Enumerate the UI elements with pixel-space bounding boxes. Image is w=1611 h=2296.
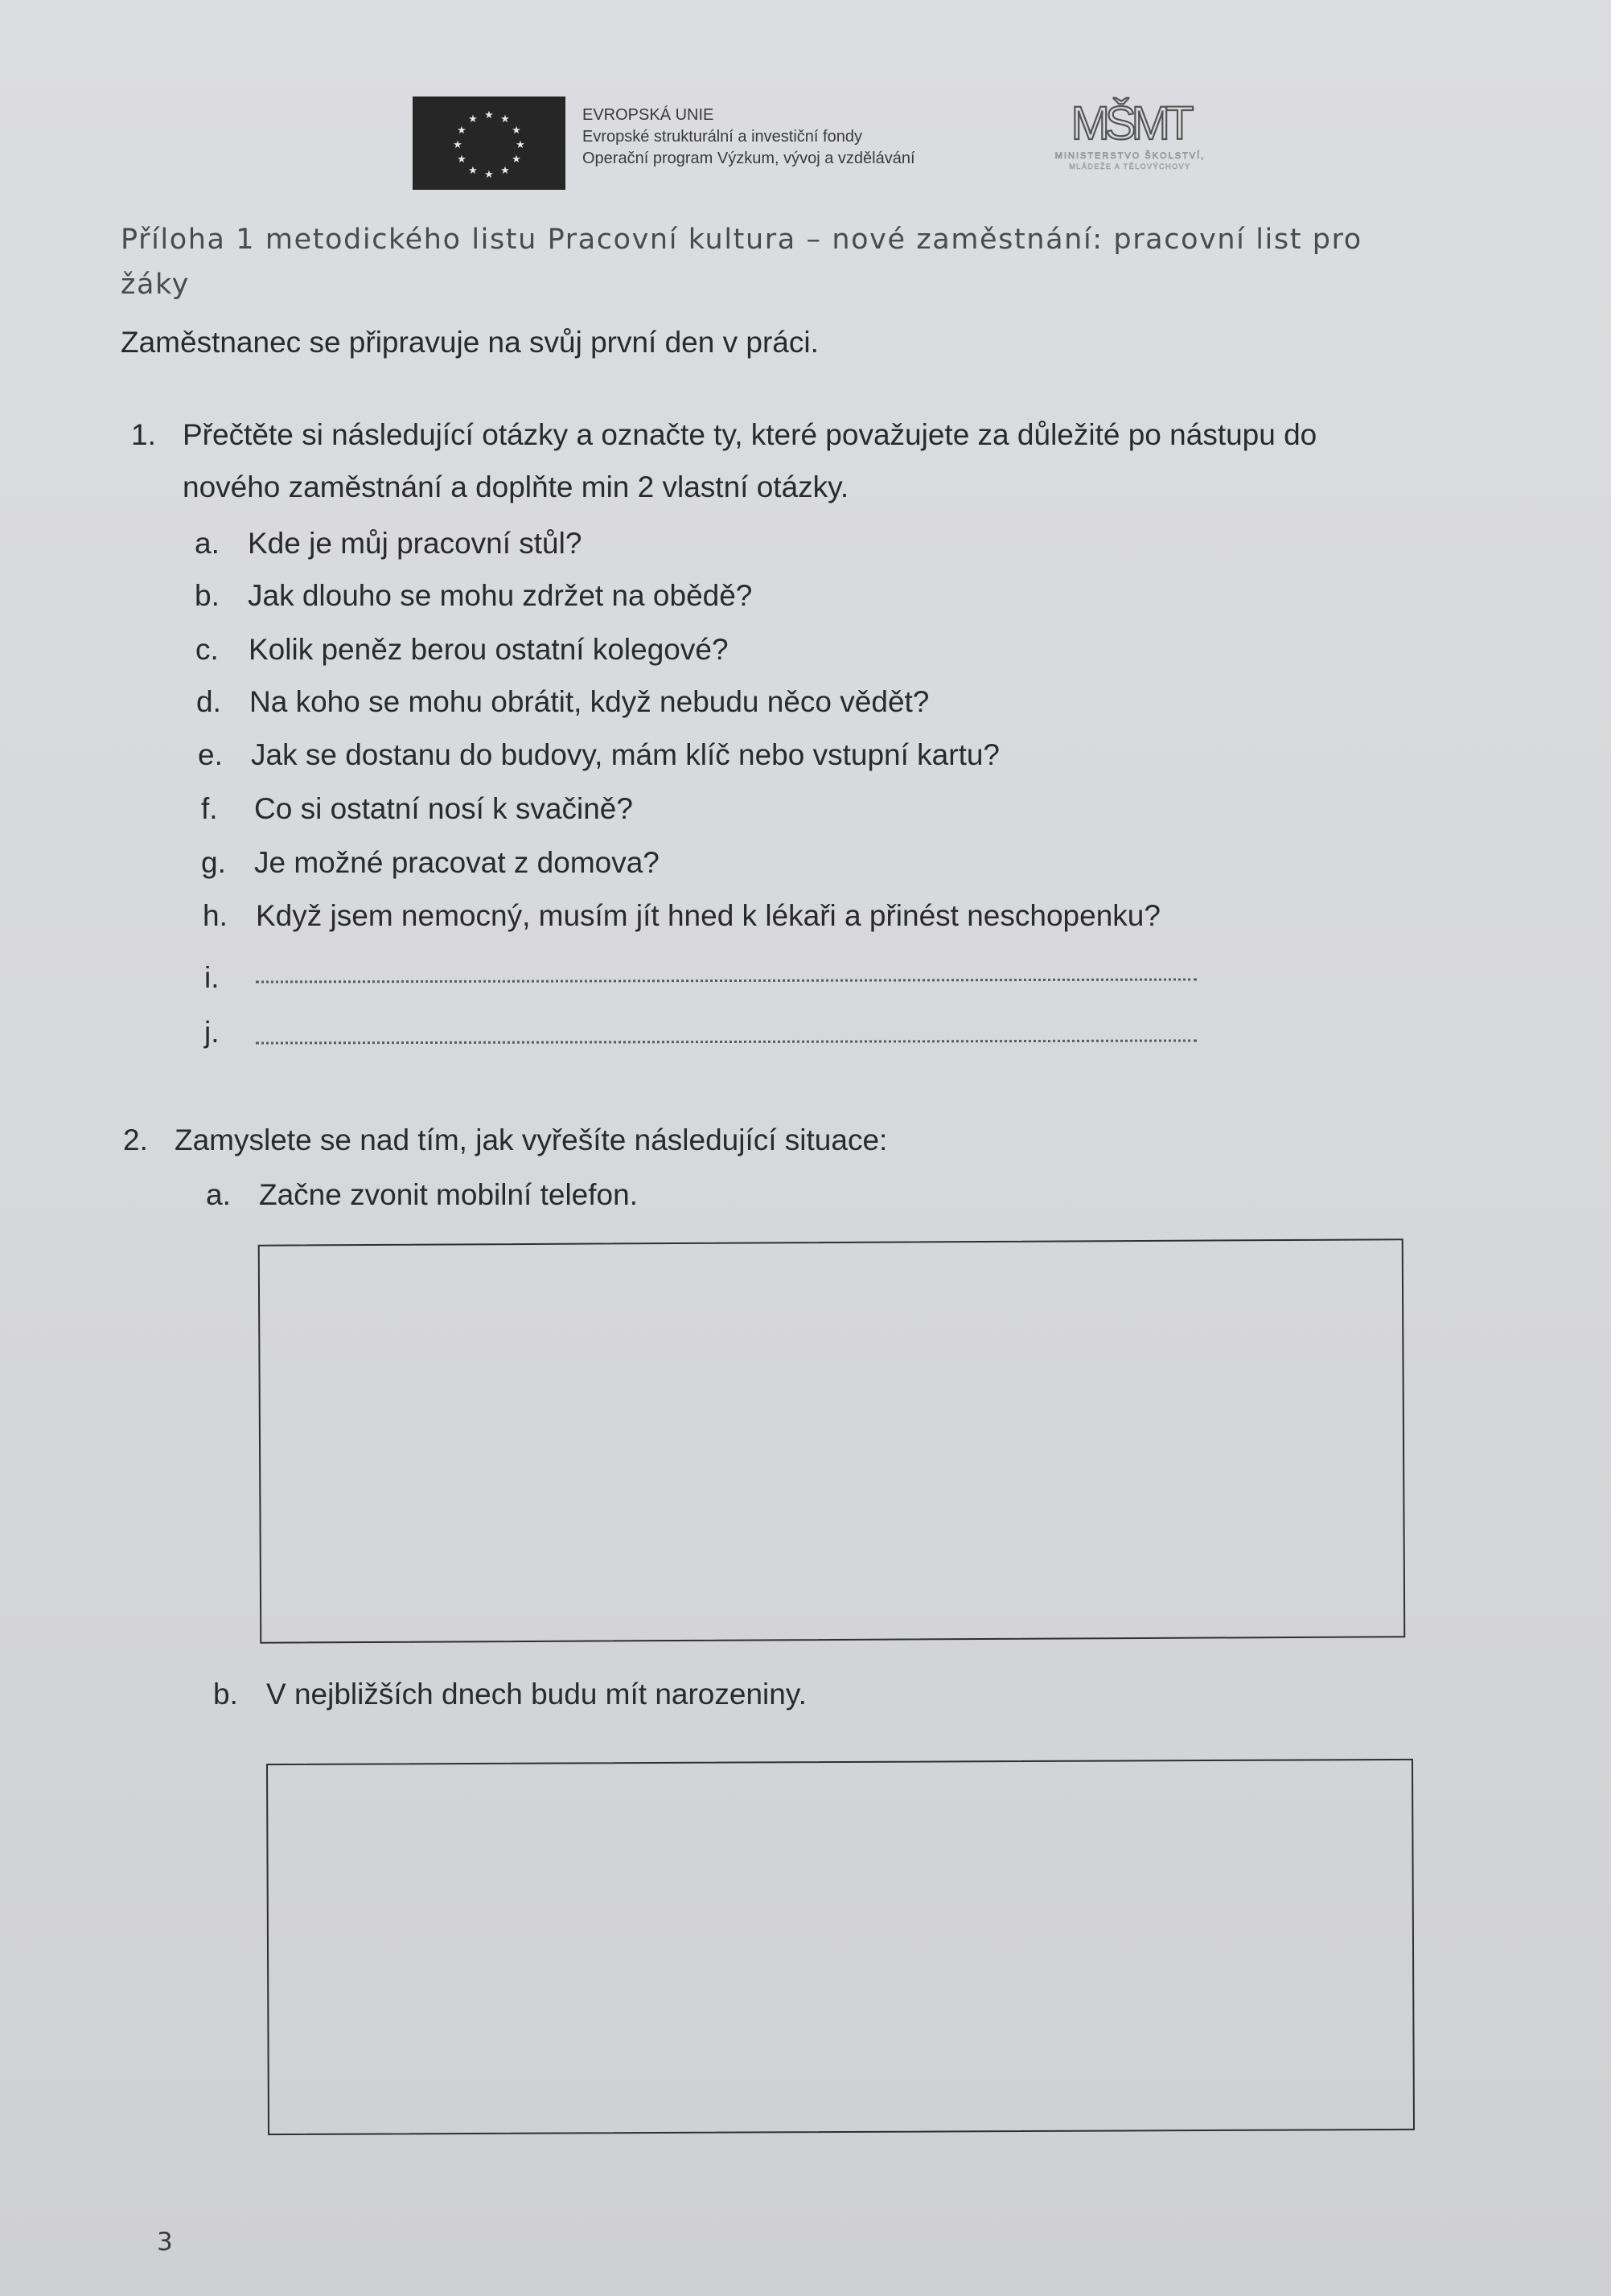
list-item-blank — [204, 1016, 257, 1049]
item-letter: d. — [196, 685, 221, 718]
svg-text:★: ★ — [453, 139, 462, 151]
item-text: Co si ostatní nosí k svačině? — [254, 792, 633, 825]
list-item — [201, 846, 660, 880]
list-item — [213, 1678, 807, 1711]
item-text: Jak se dostanu do budovy, mám klíč nebo vstupní kartu? — [251, 738, 1000, 771]
svg-text:★: ★ — [500, 113, 510, 125]
msmt-subtitle-2: MLÁDEŽE A TĚLOVÝCHOVY — [1069, 162, 1191, 170]
question-2-number: 2. — [123, 1123, 148, 1156]
item-letter: a. — [206, 1178, 231, 1211]
list-item — [195, 633, 729, 667]
list-item — [195, 579, 752, 613]
list-item — [196, 685, 929, 719]
item-letter: j. — [204, 1016, 220, 1049]
question-1-number: 1. — [131, 418, 156, 451]
msmt-subtitle-1: MINISTERSTVO ŠKOLSTVÍ, — [1054, 151, 1206, 161]
eu-flag-logo — [413, 97, 565, 190]
item-letter: b. — [195, 579, 220, 612]
answer-dotted-line-j[interactable] — [256, 1039, 1197, 1044]
list-item — [201, 792, 633, 826]
eu-line-2: Evropské strukturální a investiční fondy — [582, 128, 862, 146]
answer-dotted-line-i[interactable] — [256, 978, 1197, 983]
item-letter: g. — [201, 846, 226, 879]
eu-funding-text — [582, 105, 915, 170]
svg-text:★: ★ — [468, 165, 478, 177]
svg-text:★: ★ — [468, 113, 478, 125]
document-title: Příloha 1 metodického listu Pracovní kultura – nové zaměstnání: pracovní list pro žáky — [121, 224, 1362, 301]
item-text: V nejbližších dnech budu mít narozeniny. — [266, 1678, 807, 1711]
svg-text:★: ★ — [457, 154, 466, 166]
item-letter: h. — [203, 899, 228, 932]
answer-box-b[interactable] — [266, 1759, 1415, 2135]
item-text: Kolik peněz berou ostatní kolegové? — [249, 633, 729, 666]
msmt-logo — [1029, 84, 1231, 181]
item-letter: c. — [195, 633, 219, 666]
item-letter: b. — [213, 1678, 238, 1711]
question-1-line-2 — [183, 470, 849, 504]
list-item — [206, 1178, 638, 1212]
item-letter: e. — [198, 738, 223, 771]
item-letter: a. — [195, 527, 220, 560]
question-2-line — [123, 1123, 887, 1157]
list-item — [203, 899, 1161, 933]
item-text: Je možné pracovat z domova? — [254, 846, 660, 879]
item-text: Na koho se mohu obrátit, když nebudu něco vědět? — [249, 685, 930, 718]
list-item — [198, 738, 1000, 772]
svg-text:★: ★ — [484, 169, 494, 181]
svg-text:★: ★ — [500, 165, 510, 177]
item-letter: i. — [204, 961, 220, 994]
item-text: Jak dlouho se mohu zdržet na obědě? — [248, 579, 753, 612]
question-1-line-1 — [131, 418, 1317, 452]
list-item-blank — [204, 961, 257, 995]
eu-stars-icon — [413, 97, 565, 190]
msmt-logo-text: MŠMT — [1071, 97, 1190, 150]
answer-box-a[interactable] — [258, 1238, 1406, 1643]
question-1-text-2: nového zaměstnání a doplňte min 2 vlastní otázky. — [183, 470, 849, 503]
eu-line-1: EVROPSKÁ UNIE — [582, 106, 714, 124]
svg-text:★: ★ — [516, 139, 525, 151]
item-text: Začne zvonit mobilní telefon. — [259, 1178, 638, 1211]
question-1-text-1: Přečtěte si následující otázky a označte ty, které považujete za důležité po nástupu do — [183, 418, 1317, 451]
question-2-text: Zamyslete se nad tím, jak vyřešíte následující situace: — [175, 1123, 888, 1156]
item-letter: f. — [201, 792, 218, 825]
page-number: 3 — [157, 2228, 173, 2257]
list-item — [195, 527, 582, 561]
svg-text:★: ★ — [457, 125, 466, 137]
svg-text:★: ★ — [512, 125, 521, 137]
item-text: Kde je můj pracovní stůl? — [248, 527, 582, 560]
svg-text:★: ★ — [512, 154, 521, 166]
item-text: Když jsem nemocný, musím jít hned k lékaři a přinést neschopenku? — [256, 899, 1161, 932]
intro-sentence: Zaměstnanec se připravuje na svůj první den v práci. — [121, 326, 819, 359]
eu-line-3: Operační program Výzkum, vývoj a vzdělávání — [582, 150, 915, 167]
svg-text:★: ★ — [484, 109, 494, 121]
